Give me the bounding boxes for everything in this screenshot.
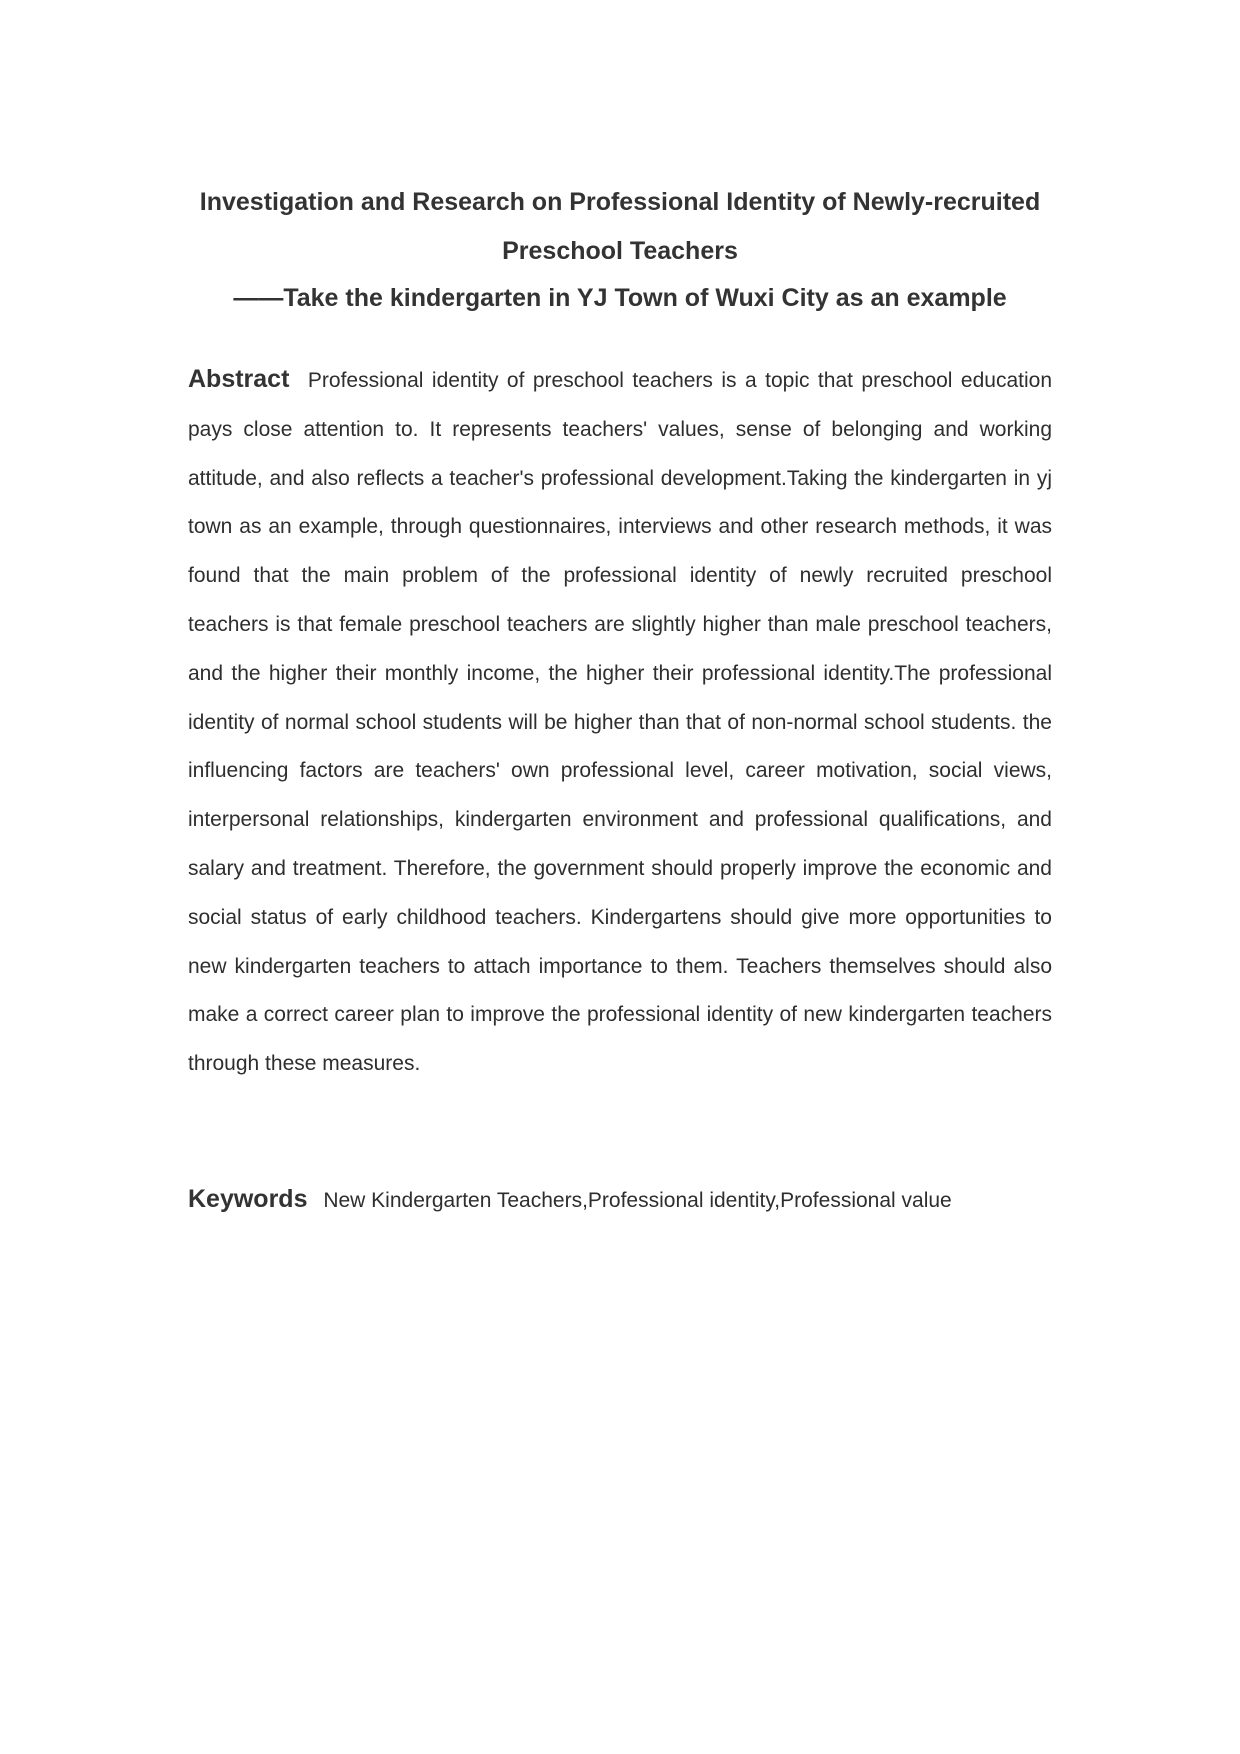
keywords-text: New Kindergarten Teachers,Professional identity,Professional value <box>323 1189 952 1212</box>
paper-title <box>180 178 1060 323</box>
title-main: Investigation and Research on Professional Identity of Newly-recruited Preschool Teachers <box>199 188 1041 265</box>
abstract-section <box>188 355 1052 1089</box>
abstract-text: Professional identity of preschool teachers is a topic that preschool education pays close attention to. It represents teachers' values, sense of belonging and working attitude, and also reflects a teacher's professional development.Taking the kindergarten in yj town as an example, through questionnaires, interviews and other research methods, it was found that the main problem of the professional identity of newly recruited preschool teachers is that female preschool teachers are slightly higher than male preschool teachers, and the higher their monthly income, the higher their professional identity.The professional identity of normal school students will be higher than that of non-normal school students. the influencing factors are teachers' own professional level, career motivation, social views, interpersonal relationships, kindergarten environment and professional qualifications, and salary and treatment. Therefore, the government should properly improve the economic and social status of early childhood teachers. Kindergartens should give more opportunities to new kindergarten teachers to attach importance to them. Teachers themselves should also make a correct career plan to improve the professional identity of new kindergarten teachers through these measures. <box>188 369 1053 1076</box>
keywords-section <box>188 1175 1052 1225</box>
title-subtitle: ——Take the kindergarten in YJ Town of Wuxi City as an example <box>233 284 1007 312</box>
abstract-label: Abstract <box>188 365 290 393</box>
keywords-label: Keywords <box>188 1185 308 1213</box>
